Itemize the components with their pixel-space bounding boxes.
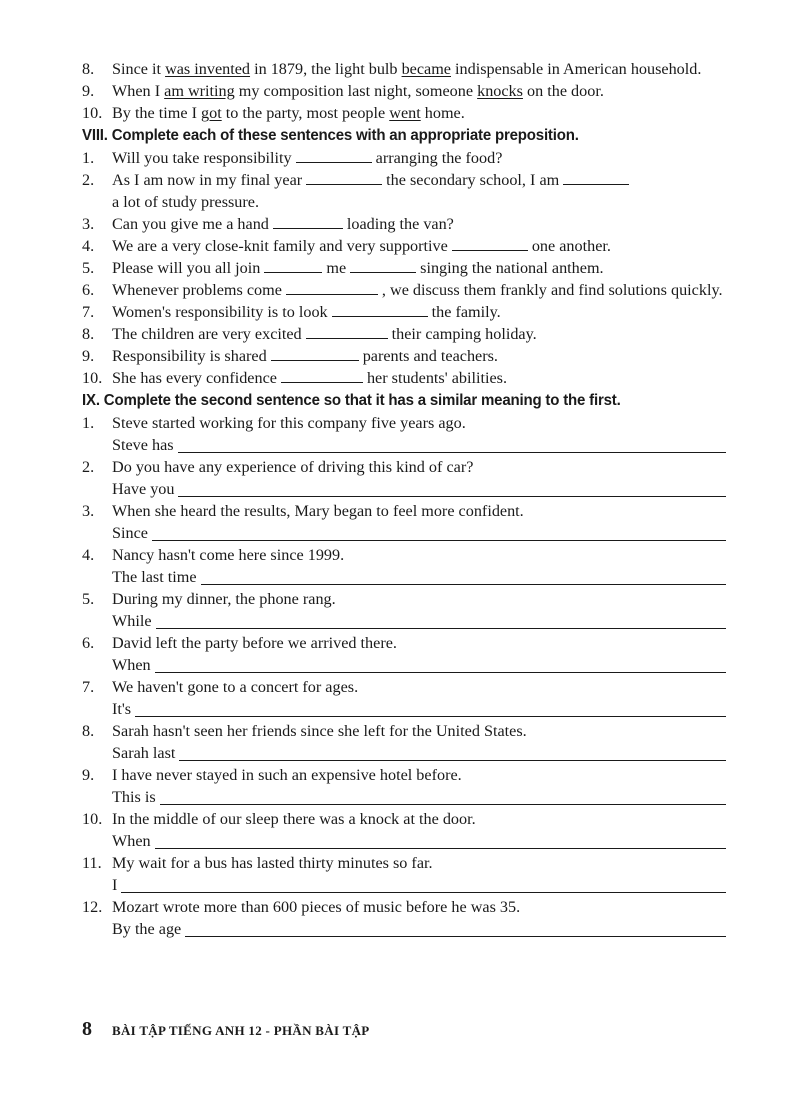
answer-blank[interactable] <box>452 236 528 251</box>
item-number: 5. <box>82 259 95 277</box>
rewrite-item <box>82 852 726 896</box>
item-number: 9. <box>82 82 95 100</box>
item-number: 2. <box>82 171 95 189</box>
prompt-start: When <box>112 656 151 674</box>
item-number: 9. <box>82 766 95 784</box>
list-item <box>82 345 726 367</box>
list-item <box>82 257 726 279</box>
item-number: 2. <box>82 458 95 476</box>
item-text: Mozart wrote more than 600 pieces of music before he was 35. <box>112 898 521 916</box>
rewrite-prompt <box>112 918 726 940</box>
rewrite-item <box>82 720 726 764</box>
rewrite-prompt <box>112 830 726 852</box>
item-text: Whenever problems come , we discuss them frankly and find solutions quickly. <box>112 281 723 299</box>
item-number: 10. <box>82 810 103 828</box>
original-sentence <box>82 852 726 874</box>
prompt-start: This is <box>112 788 156 806</box>
answer-line[interactable] <box>135 702 726 717</box>
original-sentence <box>82 720 726 742</box>
item-number: 1. <box>82 149 95 167</box>
rewrite-prompt <box>112 654 726 676</box>
item-text: Women's responsibility is to look the family. <box>112 303 501 321</box>
answer-blank[interactable] <box>264 258 322 273</box>
answer-blank[interactable] <box>332 302 428 317</box>
page-number: 8 <box>82 1018 92 1040</box>
item-number: 9. <box>82 347 95 365</box>
list-item <box>82 323 726 345</box>
original-sentence <box>82 500 726 522</box>
item-text: We are a very close-knit family and very supportive one another. <box>112 237 611 255</box>
rewrite-prompt <box>112 786 726 808</box>
rewrite-prompt <box>112 610 726 632</box>
rewrite-prompt <box>112 434 726 456</box>
rewrite-prompt <box>112 874 726 896</box>
item-number: 3. <box>82 502 95 520</box>
item-text: During my dinner, the phone rang. <box>112 590 336 608</box>
list-item <box>82 279 726 301</box>
item-text: Responsibility is shared parents and teachers. <box>112 347 498 365</box>
list-item <box>82 102 726 124</box>
answer-line[interactable] <box>156 614 726 629</box>
original-sentence <box>82 544 726 566</box>
prompt-start: While <box>112 612 152 630</box>
item-number: 3. <box>82 215 95 233</box>
rewrite-item <box>82 588 726 632</box>
answer-line[interactable] <box>185 922 726 937</box>
item-number: 1. <box>82 414 95 432</box>
list-item <box>82 301 726 323</box>
answer-blank[interactable] <box>563 170 629 185</box>
item-number: 7. <box>82 678 95 696</box>
answer-line[interactable] <box>201 570 726 585</box>
item-number: 8. <box>82 722 95 740</box>
rewrite-prompt <box>112 742 726 764</box>
original-sentence <box>82 588 726 610</box>
answer-blank[interactable] <box>306 170 382 185</box>
answer-line[interactable] <box>121 878 726 893</box>
item-text: Sarah hasn't seen her friends since she left for the United States. <box>112 722 527 740</box>
answer-line[interactable] <box>179 746 726 761</box>
section-heading: VIII. Complete each of these sentences with an appropriate preposition. <box>82 127 579 144</box>
rewrite-prompt <box>112 566 726 588</box>
rewrite-item <box>82 500 726 544</box>
rewrite-item <box>82 456 726 500</box>
list-item <box>82 213 726 235</box>
prompt-start: Since <box>112 524 148 542</box>
item-number: 12. <box>82 898 103 916</box>
worksheet-page <box>82 58 726 940</box>
item-text: Can you give me a hand loading the van? <box>112 215 454 233</box>
rewrite-item <box>82 412 726 456</box>
answer-blank[interactable] <box>281 368 363 383</box>
item-number: 10. <box>82 104 103 122</box>
rewrite-prompt <box>112 698 726 720</box>
item-text: Nancy hasn't come here since 1999. <box>112 546 345 564</box>
book-title: BÀI TẬP TIẾNG ANH 12 - PHẦN BÀI TẬP <box>112 1023 370 1038</box>
answer-line[interactable] <box>160 790 726 805</box>
rewrite-prompt <box>112 522 726 544</box>
answer-blank[interactable] <box>350 258 416 273</box>
list-item <box>82 367 726 389</box>
item-text: My wait for a bus has lasted thirty minutes so far. <box>112 854 433 872</box>
item-text: When she heard the results, Mary began to feel more confident. <box>112 502 524 520</box>
item-text: We haven't gone to a concert for ages. <box>112 678 359 696</box>
item-text: Do you have any experience of driving this kind of car? <box>112 458 474 476</box>
item-number: 8. <box>82 325 95 343</box>
answer-blank[interactable] <box>271 346 359 361</box>
prompt-start: I <box>112 876 118 894</box>
list-item <box>82 147 726 169</box>
original-sentence <box>82 456 726 478</box>
page-footer <box>82 1018 370 1041</box>
prompt-start: The last time <box>112 568 197 586</box>
item-number: 8. <box>82 60 95 78</box>
prompt-start: Have you <box>112 480 175 498</box>
prompt-start: Steve has <box>112 436 174 454</box>
item-text: The children are very excited their camping holiday. <box>112 325 537 343</box>
answer-line[interactable] <box>155 834 726 849</box>
list-item <box>82 58 726 80</box>
rewrite-item <box>82 632 726 676</box>
item-number: 6. <box>82 634 95 652</box>
rewrite-prompt <box>112 478 726 500</box>
original-sentence <box>82 632 726 654</box>
prompt-start: When <box>112 832 151 850</box>
rewrite-list <box>82 412 726 940</box>
original-sentence <box>82 896 726 918</box>
list-item <box>82 169 726 213</box>
item-text: Since it was invented in 1879, the light bulb became indispensable in American household. <box>112 60 702 78</box>
answer-blank[interactable] <box>306 324 388 339</box>
original-sentence <box>82 412 726 434</box>
section-heading: IX. Complete the second sentence so that it has a similar meaning to the first. <box>82 392 621 409</box>
item-number: 6. <box>82 281 95 299</box>
item-number: 4. <box>82 237 95 255</box>
item-text: She has every confidence her students' abilities. <box>112 369 507 387</box>
item-number: 10. <box>82 369 103 387</box>
rewrite-item <box>82 764 726 808</box>
list-item <box>82 80 726 102</box>
item-text: In the middle of our sleep there was a knock at the door. <box>112 810 476 828</box>
answer-line[interactable] <box>155 658 726 673</box>
item-text: Will you take responsibility arranging the food? <box>112 149 503 167</box>
item-text: When I am writing my composition last night, someone knocks on the door. <box>112 82 604 100</box>
item-text: David left the party before we arrived there. <box>112 634 397 652</box>
item-number: 5. <box>82 590 95 608</box>
answer-blank[interactable] <box>286 280 378 295</box>
prompt-start: Sarah last <box>112 744 176 762</box>
answer-line[interactable] <box>178 482 726 497</box>
answer-blank[interactable] <box>273 214 343 229</box>
list-item <box>82 235 726 257</box>
item-number: 11. <box>82 854 102 872</box>
original-sentence <box>82 808 726 830</box>
answer-blank[interactable] <box>296 148 372 163</box>
answer-line[interactable] <box>178 438 726 453</box>
rewrite-item <box>82 808 726 852</box>
rewrite-item <box>82 676 726 720</box>
item-text: By the time I got to the party, most people went home. <box>112 104 465 122</box>
item-text: Please will you all join me singing the national anthem. <box>112 259 604 277</box>
answer-line[interactable] <box>152 526 726 541</box>
item-text: I have never stayed in such an expensive hotel before. <box>112 766 462 784</box>
item-text: Steve started working for this company five years ago. <box>112 414 466 432</box>
prompt-start: By the age <box>112 920 182 938</box>
rewrite-item <box>82 896 726 940</box>
item-number: 4. <box>82 546 95 564</box>
item-text: As I am now in my final year the secondary school, I am a lot of study pressure. <box>112 169 726 213</box>
original-sentence <box>82 764 726 786</box>
prompt-start: It's <box>112 700 132 718</box>
rewrite-item <box>82 544 726 588</box>
original-sentence <box>82 676 726 698</box>
item-number: 7. <box>82 303 95 321</box>
